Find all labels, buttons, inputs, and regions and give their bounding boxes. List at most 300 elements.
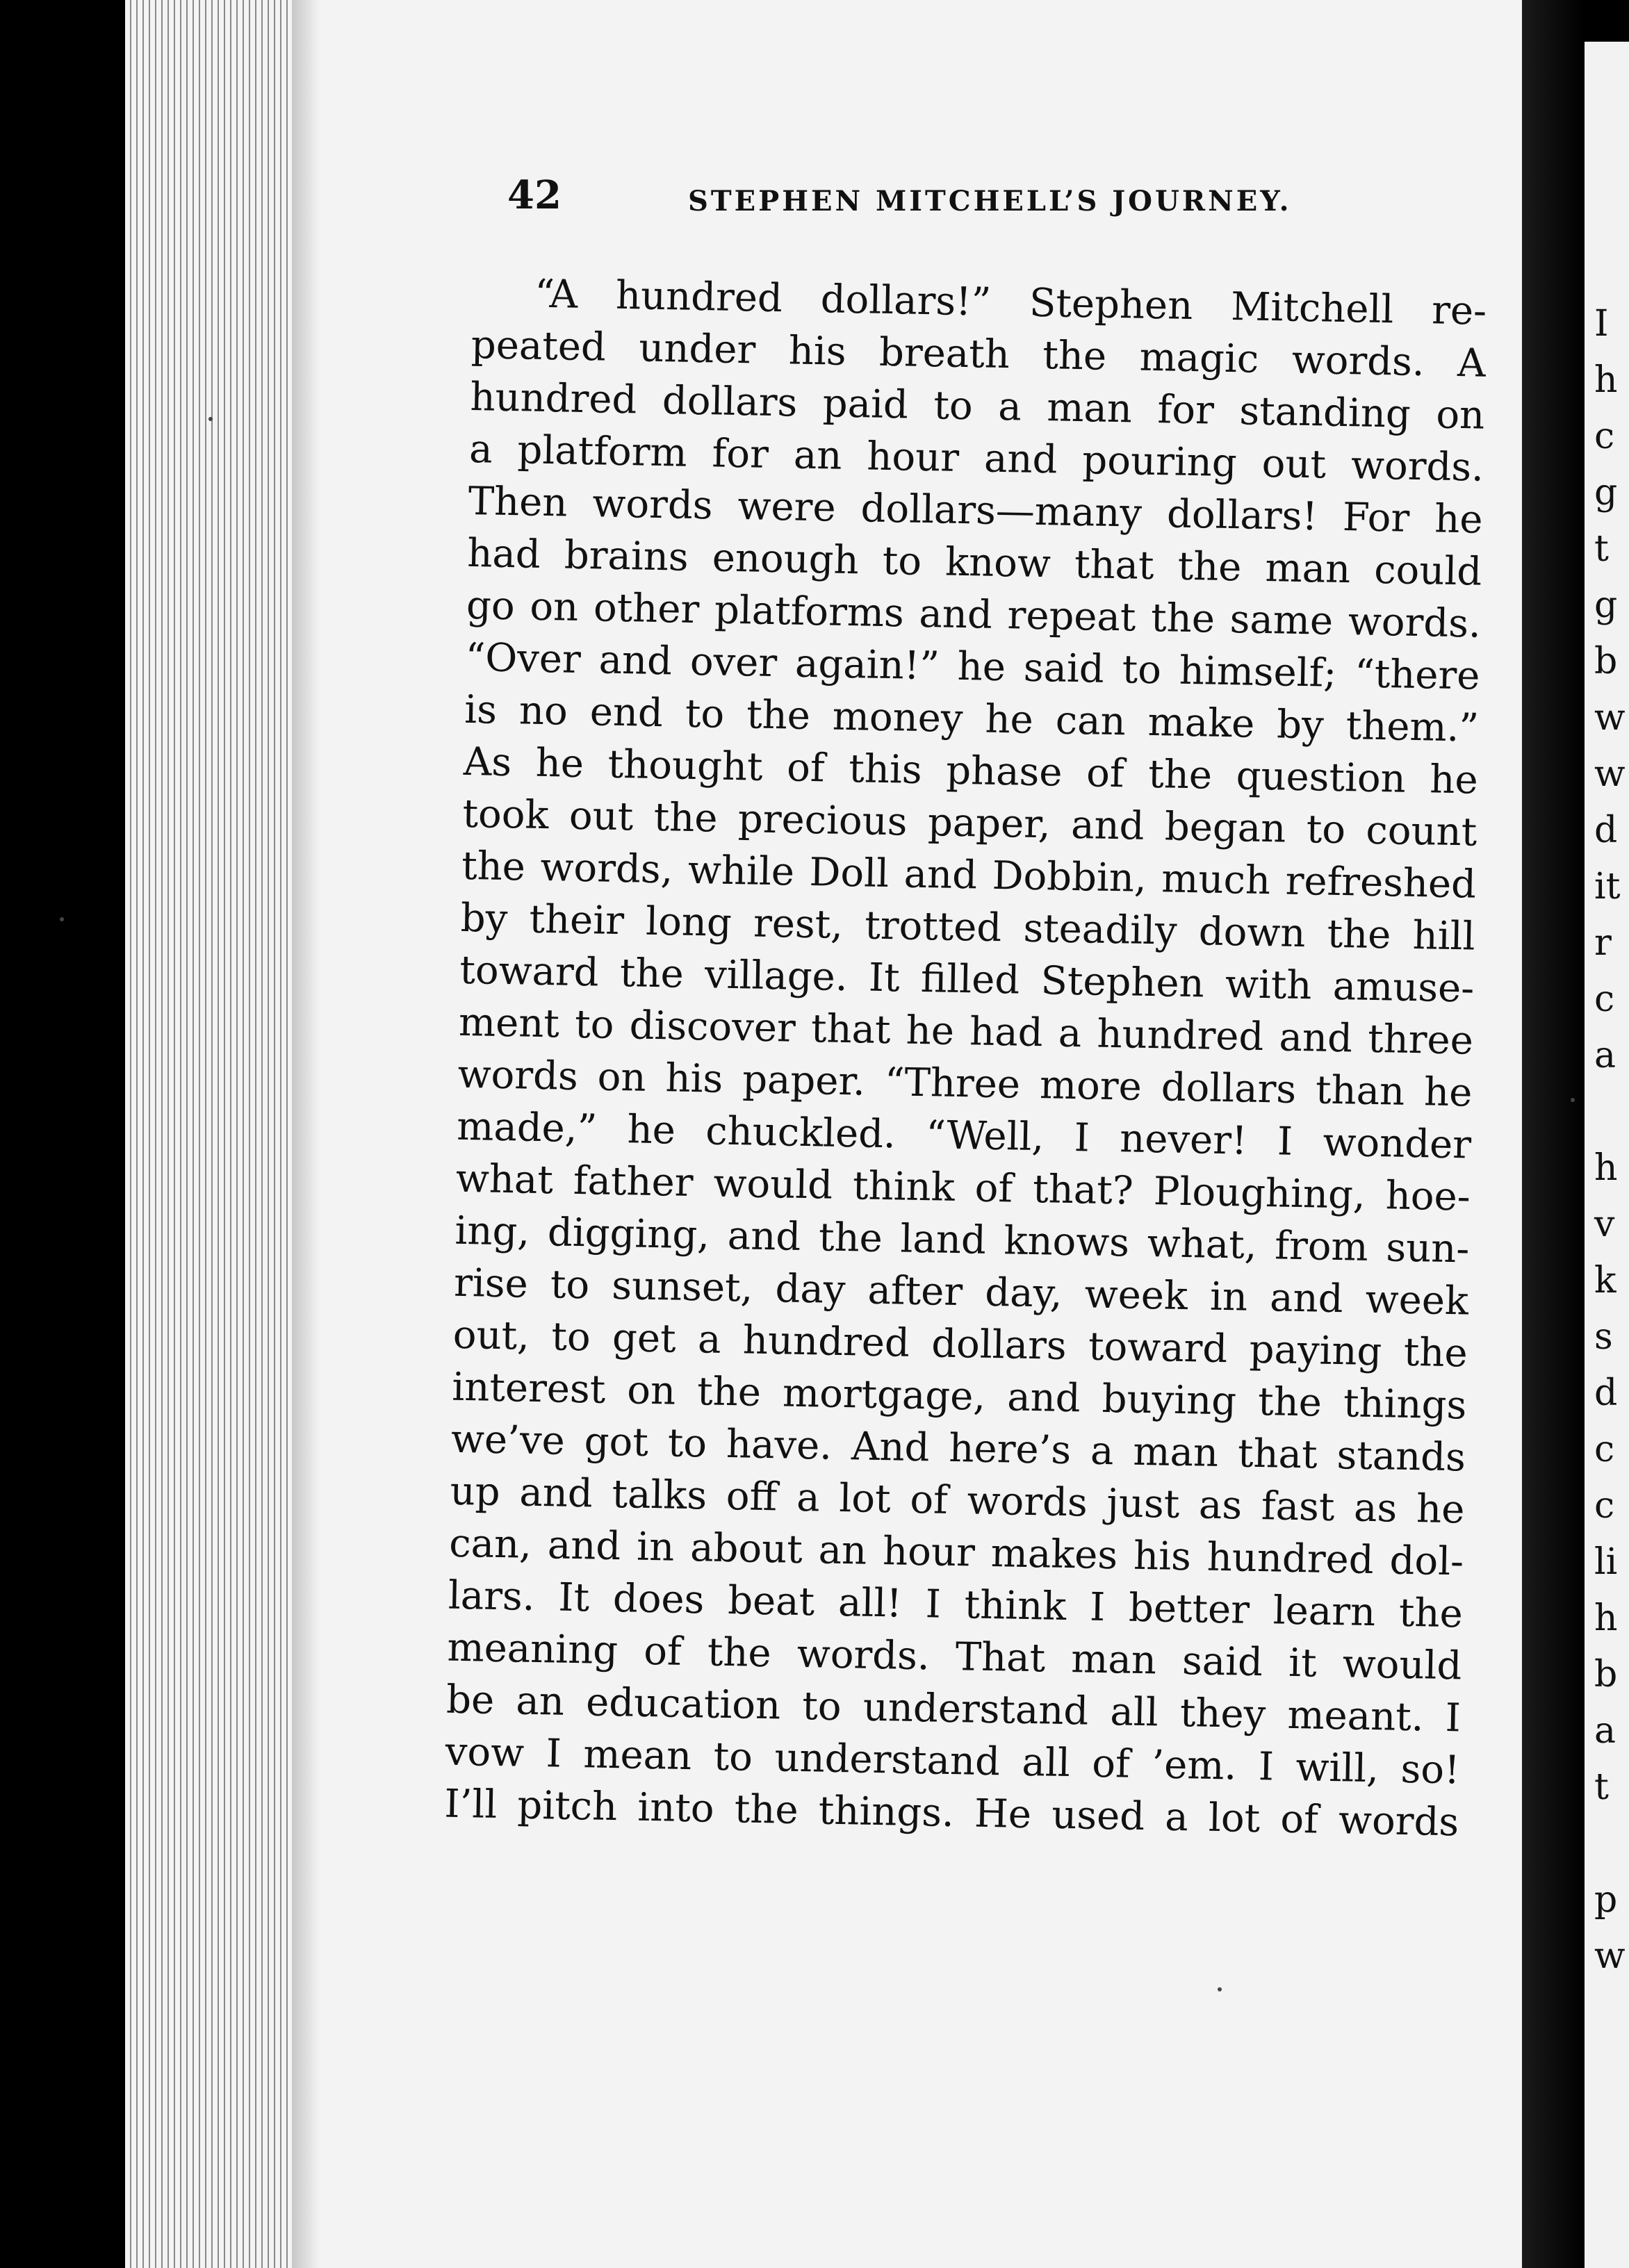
- word: sunset,: [611, 1263, 753, 1311]
- word: re-: [1431, 288, 1487, 334]
- word: by: [460, 895, 508, 942]
- word: himself;: [1179, 648, 1337, 696]
- word: stands: [1336, 1433, 1466, 1481]
- word: As: [463, 739, 512, 786]
- word: under: [638, 325, 756, 373]
- word: in: [636, 1524, 675, 1570]
- word: as: [1353, 1485, 1398, 1531]
- word: think: [852, 1163, 956, 1210]
- word: and: [598, 637, 673, 684]
- word: the: [746, 692, 811, 739]
- word: same: [1229, 597, 1334, 644]
- word: trotted: [864, 903, 1002, 951]
- word: interest: [451, 1364, 606, 1413]
- word: hour: [882, 1529, 976, 1576]
- word: just: [1106, 1481, 1180, 1527]
- word: an: [515, 1678, 565, 1725]
- word: by: [1276, 702, 1325, 748]
- word: chuckled.: [705, 1108, 897, 1158]
- word: makes: [990, 1530, 1118, 1579]
- word: steadily: [1022, 905, 1178, 954]
- word: he: [1434, 496, 1484, 543]
- word: pitch: [516, 1782, 618, 1830]
- word: their: [528, 896, 625, 944]
- word: to: [882, 538, 922, 584]
- facing-page-letter: I: [1594, 303, 1609, 345]
- word: paying: [1249, 1326, 1382, 1375]
- word: would: [1342, 1641, 1462, 1689]
- word: man: [1046, 385, 1133, 432]
- word: in: [1209, 1274, 1248, 1320]
- word: dollars: [1161, 1065, 1297, 1112]
- word: hundred: [1206, 1534, 1375, 1584]
- word: Dobbin,: [992, 853, 1147, 901]
- word: long: [645, 898, 732, 946]
- word: things.: [818, 1788, 955, 1836]
- word: That: [955, 1634, 1046, 1682]
- word: his: [788, 328, 847, 375]
- scan-speck: [1571, 1098, 1575, 1102]
- word: the: [1257, 1379, 1323, 1426]
- word: said: [1181, 1638, 1263, 1686]
- word: from: [1274, 1223, 1369, 1270]
- word: week: [1084, 1272, 1188, 1320]
- word: the: [1042, 333, 1107, 379]
- word: an: [818, 1527, 867, 1574]
- word: dollars!: [1166, 491, 1318, 540]
- word: words.: [796, 1631, 931, 1679]
- facing-page-letter: li: [1594, 1541, 1618, 1583]
- word: day,: [984, 1269, 1063, 1317]
- word: took: [461, 791, 550, 839]
- page-gap: [1522, 0, 1585, 2268]
- word: hundred: [469, 374, 637, 423]
- word: to: [574, 1001, 614, 1048]
- word: words.: [1348, 599, 1482, 647]
- word: to: [685, 691, 725, 737]
- word: father: [573, 1158, 694, 1206]
- word: thought: [607, 741, 764, 790]
- word: hundred: [615, 272, 783, 322]
- word: week: [1365, 1276, 1469, 1324]
- facing-page-letter: c: [1594, 1429, 1615, 1470]
- word: know: [944, 539, 1051, 587]
- word: after: [867, 1267, 963, 1315]
- word: had: [466, 530, 541, 577]
- word: paper,: [927, 800, 1051, 848]
- word: words: [591, 481, 714, 529]
- word: he: [535, 740, 584, 787]
- facing-page-letter: g: [1594, 584, 1618, 626]
- word: toward: [1088, 1324, 1228, 1372]
- word: hundred: [742, 1317, 910, 1366]
- word: “Three: [884, 1060, 1021, 1108]
- facing-page-letter: a: [1594, 1710, 1616, 1752]
- facing-page-letter: s: [1594, 1316, 1613, 1358]
- word: platform: [517, 427, 688, 476]
- word: what,: [1147, 1221, 1258, 1268]
- facing-page-letter: t: [1594, 528, 1609, 570]
- word: other: [593, 585, 700, 633]
- word: breath: [878, 329, 1010, 378]
- word: lot: [1208, 1795, 1261, 1842]
- word: village.: [704, 952, 849, 1001]
- word: discover: [629, 1003, 796, 1051]
- word: man: [1132, 1429, 1219, 1476]
- word: dollars—many: [860, 486, 1143, 536]
- word: meaning: [446, 1625, 619, 1674]
- word: question: [1236, 753, 1407, 802]
- facing-page-letter: r: [1594, 922, 1612, 964]
- word: the: [653, 794, 719, 841]
- word: to: [1306, 807, 1346, 853]
- facing-page-fragment: [1585, 42, 1629, 2268]
- word: think: [964, 1582, 1067, 1629]
- word: more: [1039, 1062, 1143, 1110]
- word: beat: [727, 1578, 815, 1625]
- word: and: [1279, 1014, 1353, 1062]
- word: into: [637, 1784, 715, 1832]
- word: “Well,: [925, 1112, 1045, 1160]
- word: wonder: [1323, 1119, 1472, 1168]
- word: dol-: [1389, 1538, 1464, 1585]
- word: a: [1058, 1010, 1082, 1057]
- word: “A: [534, 271, 578, 318]
- word: Ploughing,: [1153, 1169, 1366, 1218]
- word: words.: [1350, 443, 1484, 491]
- word: of: [1086, 750, 1125, 797]
- word: I: [1074, 1115, 1090, 1161]
- word: them.”: [1345, 703, 1480, 751]
- word: for: [712, 431, 769, 477]
- word: off: [726, 1473, 778, 1520]
- word: of: [974, 1165, 1013, 1212]
- word: on: [529, 584, 579, 630]
- word: mean: [582, 1732, 692, 1780]
- facing-page-letter: h: [1594, 1147, 1618, 1189]
- word: hoe-: [1385, 1173, 1471, 1220]
- word: Mitchell: [1230, 284, 1394, 333]
- word: he: [627, 1107, 676, 1153]
- word: platforms: [714, 587, 905, 636]
- word: what: [455, 1156, 554, 1203]
- word: he: [1423, 1069, 1473, 1116]
- word: sun-: [1385, 1225, 1470, 1272]
- word: to: [1122, 647, 1162, 693]
- word: dollars: [931, 1321, 1067, 1369]
- word: ment: [458, 999, 560, 1047]
- word: that: [810, 1006, 892, 1053]
- word: all: [1109, 1689, 1159, 1736]
- word: the: [818, 1215, 883, 1262]
- word: would: [712, 1160, 833, 1208]
- word: his: [1133, 1533, 1192, 1580]
- word: end: [589, 689, 664, 737]
- facing-page-letter: c: [1594, 978, 1615, 1020]
- word: man: [1070, 1636, 1157, 1684]
- word: the: [619, 951, 685, 997]
- facing-page-letter: d: [1594, 1372, 1618, 1414]
- word: again!”: [794, 641, 940, 689]
- word: brains: [564, 532, 689, 580]
- word: magic: [1139, 334, 1259, 382]
- word: on: [626, 1367, 676, 1414]
- word: we’ve: [450, 1416, 566, 1464]
- word: the: [707, 1629, 772, 1677]
- word: all: [1021, 1739, 1071, 1786]
- word: “there: [1354, 651, 1480, 699]
- word: and: [727, 1213, 801, 1260]
- facing-page-letter: h: [1594, 359, 1618, 401]
- word: “Over: [465, 634, 582, 682]
- word: and: [918, 591, 993, 638]
- word: the: [1327, 911, 1391, 958]
- word: mortgage,: [782, 1370, 986, 1420]
- word: and: [518, 1470, 594, 1517]
- word: I: [1445, 1695, 1462, 1741]
- word: no: [518, 688, 568, 734]
- word: Stephen: [1029, 280, 1193, 329]
- word: understand: [773, 1735, 1001, 1785]
- word: never!: [1119, 1116, 1248, 1164]
- word: the: [734, 1786, 799, 1833]
- word: And: [851, 1424, 931, 1471]
- word: said: [1023, 645, 1105, 692]
- word: much: [1161, 856, 1271, 904]
- word: money: [832, 693, 964, 742]
- word: and: [547, 1522, 621, 1570]
- word: be: [445, 1677, 495, 1723]
- word: this: [848, 746, 923, 793]
- word: get: [612, 1315, 677, 1362]
- facing-page-letter: p: [1594, 1879, 1618, 1921]
- word: a: [997, 384, 1022, 430]
- word: lars.: [448, 1572, 536, 1620]
- word: here’s: [948, 1425, 1072, 1474]
- word: all!: [837, 1579, 903, 1627]
- word: the: [1147, 751, 1213, 798]
- word: words,: [539, 844, 673, 893]
- word: paid: [822, 381, 909, 428]
- word: phase: [945, 748, 1063, 796]
- word: and: [1269, 1275, 1344, 1322]
- facing-page-letter: it: [1594, 866, 1621, 907]
- word: it: [1288, 1640, 1318, 1686]
- word: I: [1089, 1584, 1106, 1630]
- word: and: [1070, 802, 1145, 849]
- facing-page-letter: v: [1594, 1203, 1615, 1245]
- word: the: [1150, 595, 1215, 642]
- word: of: [643, 1628, 682, 1675]
- word: Stephen: [1040, 958, 1205, 1007]
- word: amuse-: [1332, 963, 1475, 1012]
- gutter-shadow: [292, 0, 320, 2268]
- facing-page-letter: h: [1594, 1597, 1618, 1639]
- word: of: [786, 745, 826, 791]
- word: things: [1343, 1381, 1467, 1429]
- word: he: [984, 696, 1034, 743]
- word: rest,: [753, 901, 844, 948]
- word: and: [983, 436, 1058, 483]
- word: to: [550, 1262, 590, 1308]
- word: out: [568, 793, 634, 840]
- word: he: [906, 1008, 955, 1054]
- word: a: [1090, 1428, 1115, 1474]
- word: standing: [1238, 388, 1411, 437]
- word: is: [464, 687, 498, 733]
- scan-speck: [1218, 1987, 1222, 1991]
- word: a: [468, 426, 493, 472]
- word: and: [1006, 1374, 1081, 1422]
- word: education: [585, 1679, 781, 1729]
- word: than: [1315, 1067, 1405, 1115]
- word: dollars: [662, 378, 798, 426]
- word: learn: [1272, 1588, 1376, 1636]
- word: that?: [1032, 1167, 1134, 1214]
- word: that: [1074, 541, 1155, 589]
- word: over: [689, 639, 778, 687]
- facing-page-letter: w: [1594, 753, 1626, 795]
- word: refreshed: [1285, 858, 1477, 907]
- word: better: [1128, 1585, 1250, 1633]
- word: I: [1258, 1744, 1275, 1790]
- word: got: [584, 1419, 649, 1465]
- word: words: [457, 1051, 579, 1099]
- word: out: [1261, 441, 1327, 488]
- word: knows: [1004, 1218, 1130, 1266]
- word: I: [1277, 1119, 1293, 1165]
- word: repeat: [1007, 593, 1137, 641]
- word: to: [801, 1684, 842, 1730]
- word: they: [1179, 1691, 1266, 1738]
- word: the: [1177, 543, 1242, 591]
- word: vow: [445, 1729, 525, 1776]
- word: words: [967, 1478, 1088, 1526]
- word: on: [1435, 392, 1485, 438]
- word: precious: [737, 796, 908, 845]
- word: lot: [838, 1475, 892, 1522]
- word: Then: [468, 478, 568, 526]
- word: I: [925, 1581, 942, 1627]
- word: to: [933, 383, 974, 429]
- word: can,: [448, 1520, 532, 1568]
- word: It: [868, 955, 901, 1001]
- word: used: [1051, 1792, 1145, 1840]
- word: make: [1147, 699, 1255, 747]
- word: hundred: [1096, 1011, 1264, 1060]
- word: the: [1398, 1590, 1464, 1637]
- word: began: [1164, 804, 1286, 852]
- word: paper.: [742, 1057, 866, 1105]
- word: were: [737, 484, 837, 531]
- word: pouring: [1081, 438, 1238, 486]
- scan-speck: [208, 417, 213, 421]
- word: dollars!”: [820, 277, 992, 325]
- word: talks: [611, 1471, 707, 1519]
- word: to: [667, 1420, 707, 1467]
- word: down: [1198, 909, 1306, 957]
- word: meant.: [1286, 1692, 1425, 1741]
- scan-speck: [60, 917, 64, 921]
- word: made,”: [456, 1103, 598, 1152]
- word: Doll: [809, 850, 890, 897]
- word: about: [689, 1525, 803, 1573]
- word: day: [774, 1266, 846, 1313]
- word: toward: [459, 947, 600, 996]
- word: will,: [1295, 1745, 1380, 1792]
- word: rise: [453, 1260, 529, 1307]
- word: he: [957, 643, 1006, 691]
- word: count: [1365, 807, 1477, 855]
- word: and: [903, 851, 978, 898]
- word: the: [1403, 1329, 1468, 1377]
- word: of: [1091, 1741, 1131, 1787]
- word: hour: [866, 434, 960, 481]
- word: I: [546, 1731, 562, 1777]
- facing-page-letter: b: [1594, 1654, 1618, 1695]
- facing-page-letter: w: [1594, 697, 1626, 739]
- word: land: [899, 1216, 987, 1263]
- word: A: [1457, 340, 1487, 386]
- word: out,: [452, 1312, 530, 1359]
- facing-page-letter: b: [1594, 641, 1618, 682]
- word: for: [1157, 387, 1215, 434]
- word: an: [793, 432, 842, 479]
- word: does: [612, 1576, 705, 1623]
- word: on: [597, 1054, 647, 1101]
- word: three: [1367, 1016, 1474, 1064]
- facing-page-letter: c: [1594, 1485, 1615, 1527]
- word: ing,: [454, 1208, 530, 1255]
- word: ’em.: [1151, 1742, 1237, 1789]
- word: a: [1164, 1794, 1189, 1841]
- word: as: [1198, 1482, 1243, 1529]
- word: he: [1416, 1486, 1465, 1533]
- word: digging,: [547, 1210, 710, 1258]
- facing-page-letter: t: [1594, 1766, 1609, 1808]
- word: with: [1225, 962, 1313, 1009]
- word: For: [1342, 495, 1410, 541]
- word: of: [909, 1477, 949, 1523]
- word: the: [696, 1369, 762, 1415]
- word: he: [1429, 757, 1479, 803]
- facing-page-letter: d: [1594, 810, 1618, 851]
- word: that: [1237, 1431, 1318, 1478]
- page-header: [507, 167, 1341, 222]
- word: while: [687, 847, 795, 895]
- word: enough: [712, 535, 860, 584]
- word: a: [697, 1317, 722, 1363]
- word: can: [1055, 698, 1127, 745]
- word: peated: [470, 322, 607, 370]
- word: a: [796, 1474, 821, 1521]
- word: fast: [1261, 1484, 1335, 1531]
- running-head: STEPHEN MITCHELL’S JOURNEY.: [688, 185, 1292, 217]
- facing-page-letter: w: [1594, 1935, 1626, 1977]
- word: words.: [1291, 337, 1425, 386]
- word: could: [1373, 547, 1482, 595]
- facing-page-letter: a: [1594, 1035, 1616, 1076]
- word: have.: [726, 1421, 833, 1469]
- page-number: 42: [507, 172, 562, 218]
- word: his: [664, 1055, 723, 1102]
- facing-page-letter: c: [1594, 416, 1615, 457]
- word: man: [1264, 545, 1351, 593]
- word: had: [969, 1009, 1044, 1056]
- word: buying: [1102, 1376, 1237, 1424]
- word: I’ll: [443, 1781, 498, 1828]
- word: understand: [862, 1684, 1089, 1734]
